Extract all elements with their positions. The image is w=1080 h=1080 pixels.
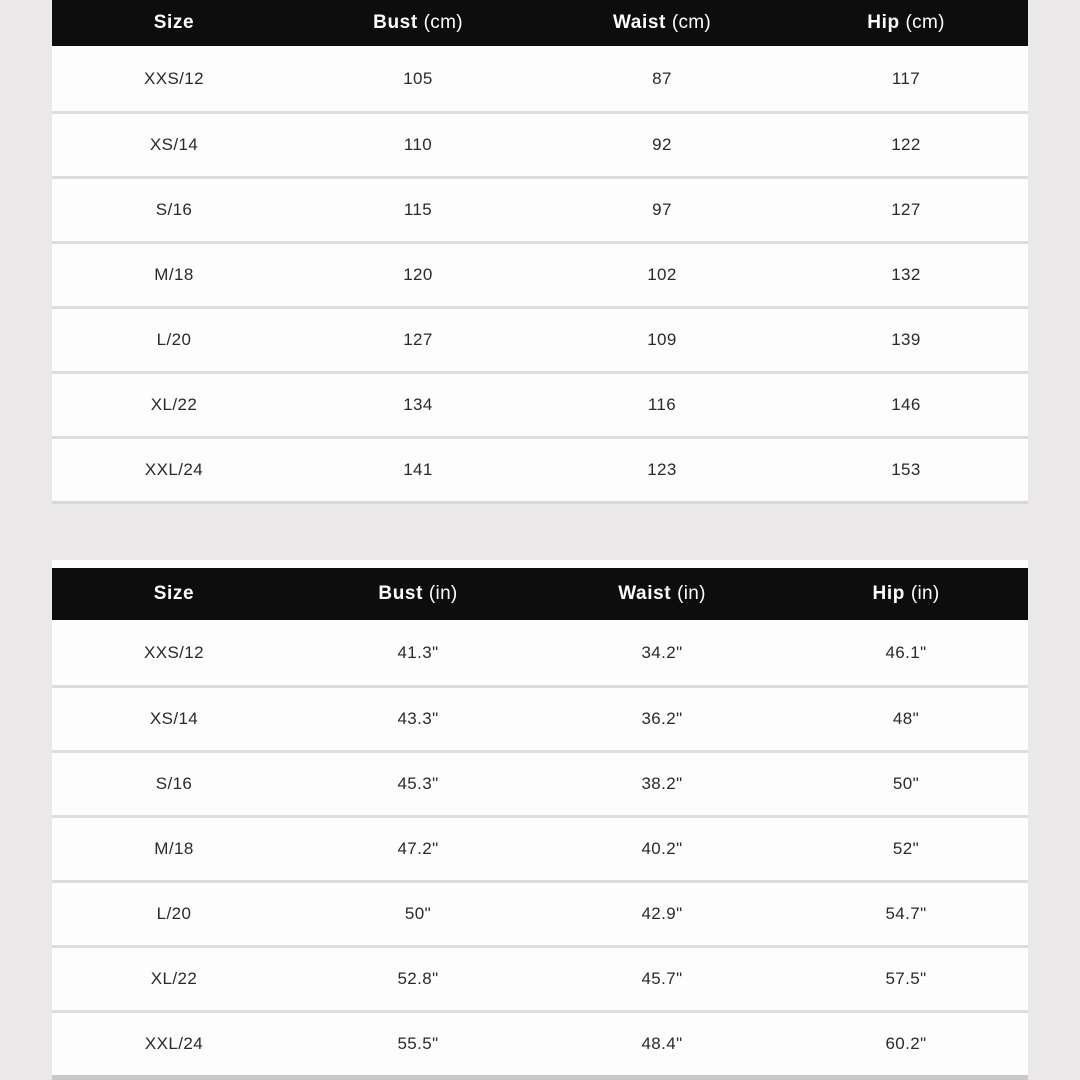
size-chart-cm-header-row bbox=[52, 0, 1028, 46]
measurement-cell: 43.3" bbox=[397, 709, 439, 728]
size-cell: XXL/24 bbox=[144, 1034, 204, 1053]
measurement-cell: 127 bbox=[403, 330, 433, 349]
size-cell: XS/14 bbox=[149, 135, 199, 154]
column-header-unit: (in) bbox=[910, 583, 940, 604]
measurement-cell: 134 bbox=[403, 395, 433, 414]
size-cell: M/18 bbox=[154, 265, 194, 284]
measurement-cell: 116 bbox=[647, 395, 677, 414]
column-header-waist bbox=[540, 12, 784, 34]
measurement-cell: 52" bbox=[892, 839, 920, 858]
column-header-size bbox=[52, 583, 296, 605]
table-row bbox=[52, 306, 1028, 371]
column-header-label: Size bbox=[153, 12, 195, 33]
table-row bbox=[52, 815, 1028, 880]
column-header-unit: (cm) bbox=[671, 12, 712, 33]
measurement-cell: 139 bbox=[891, 330, 921, 349]
measurement-cell: 55.5" bbox=[397, 1034, 439, 1053]
column-header-hip bbox=[784, 583, 1028, 605]
measurement-cell: 132 bbox=[891, 265, 921, 284]
table-row bbox=[52, 750, 1028, 815]
measurement-cell: 54.7" bbox=[885, 904, 927, 923]
table-row bbox=[52, 436, 1028, 501]
measurement-cell: 109 bbox=[647, 330, 677, 349]
table-row bbox=[52, 880, 1028, 945]
measurement-cell: 46.1" bbox=[885, 642, 927, 662]
measurement-cell: 141 bbox=[403, 460, 433, 479]
column-header-label: Waist bbox=[612, 12, 666, 33]
column-header-unit: (in) bbox=[677, 583, 706, 604]
table-row bbox=[52, 620, 1028, 685]
measurement-cell: 117 bbox=[891, 68, 921, 88]
measurement-cell: 47.2" bbox=[397, 839, 439, 858]
size-cell: S/16 bbox=[155, 200, 193, 219]
measurement-cell: 50" bbox=[892, 774, 920, 793]
table-row bbox=[52, 176, 1028, 241]
size-cell: L/20 bbox=[156, 330, 192, 349]
size-cell: M/18 bbox=[154, 839, 194, 858]
column-header-label: Bust bbox=[378, 583, 424, 604]
column-header-waist bbox=[540, 583, 784, 605]
measurement-cell: 97 bbox=[652, 200, 672, 219]
table-row bbox=[52, 241, 1028, 306]
measurement-cell: 38.2" bbox=[641, 774, 683, 793]
measurement-cell: 102 bbox=[647, 265, 677, 284]
measurement-cell: 41.3" bbox=[397, 642, 439, 662]
measurement-cell: 122 bbox=[891, 135, 921, 154]
column-header-size bbox=[52, 12, 296, 34]
measurement-cell: 146 bbox=[891, 395, 921, 414]
measurement-cell: 153 bbox=[891, 460, 921, 479]
measurement-cell: 48" bbox=[892, 709, 920, 728]
measurement-cell: 110 bbox=[403, 135, 433, 154]
measurement-cell: 45.3" bbox=[397, 774, 439, 793]
column-header-label: Bust bbox=[373, 12, 418, 33]
measurement-cell: 36.2" bbox=[641, 709, 683, 728]
size-cell: XXL/24 bbox=[144, 460, 204, 479]
measurement-cell: 92 bbox=[652, 135, 672, 154]
table-row bbox=[52, 371, 1028, 436]
column-header-unit: (cm) bbox=[423, 12, 463, 33]
column-header-label: Waist bbox=[618, 583, 672, 604]
table-row bbox=[52, 111, 1028, 176]
table-row bbox=[52, 685, 1028, 750]
column-header-label: Hip bbox=[872, 583, 905, 604]
size-chart-in-header-row bbox=[52, 568, 1028, 620]
column-header-unit: (cm) bbox=[905, 12, 945, 33]
column-header-unit: (in) bbox=[428, 583, 458, 604]
table-row bbox=[52, 945, 1028, 1010]
size-chart-cm-table bbox=[52, 0, 1028, 504]
size-cell: S/16 bbox=[155, 774, 193, 793]
table-card-top-edge bbox=[52, 560, 1028, 568]
measurement-cell: 34.2" bbox=[641, 642, 683, 662]
size-cell: XL/22 bbox=[150, 969, 198, 988]
measurement-cell: 120 bbox=[403, 265, 433, 284]
measurement-cell: 42.9" bbox=[641, 904, 683, 923]
measurement-cell: 48.4" bbox=[641, 1034, 683, 1053]
size-cell: L/20 bbox=[156, 904, 192, 923]
size-cell: XXS/12 bbox=[143, 68, 205, 88]
measurement-cell: 40.2" bbox=[641, 839, 683, 858]
size-chart-in-table bbox=[52, 560, 1028, 1080]
measurement-cell: 127 bbox=[891, 200, 921, 219]
measurement-cell: 87 bbox=[652, 68, 672, 88]
size-chart-in-body bbox=[52, 620, 1028, 1075]
column-header-bust bbox=[296, 12, 540, 34]
size-cell: XL/22 bbox=[150, 395, 198, 414]
table-row bbox=[52, 46, 1028, 111]
column-header-label: Size bbox=[153, 583, 195, 604]
size-cell: XXS/12 bbox=[143, 642, 205, 662]
column-header-bust bbox=[296, 583, 540, 605]
measurement-cell: 105 bbox=[403, 68, 433, 88]
measurement-cell: 57.5" bbox=[885, 969, 927, 988]
measurement-cell: 123 bbox=[647, 460, 677, 479]
measurement-cell: 60.2" bbox=[885, 1034, 927, 1053]
table-bottom-edge bbox=[52, 1075, 1028, 1080]
measurement-cell: 52.8" bbox=[397, 969, 439, 988]
column-header-label: Hip bbox=[867, 12, 900, 33]
measurement-cell: 45.7" bbox=[641, 969, 683, 988]
measurement-cell: 115 bbox=[403, 200, 433, 219]
size-chart-page bbox=[52, 0, 1028, 1080]
column-header-hip bbox=[784, 12, 1028, 34]
measurement-cell: 50" bbox=[404, 904, 432, 923]
size-chart-cm-body bbox=[52, 46, 1028, 501]
size-cell: XS/14 bbox=[149, 709, 199, 728]
table-row bbox=[52, 1010, 1028, 1075]
